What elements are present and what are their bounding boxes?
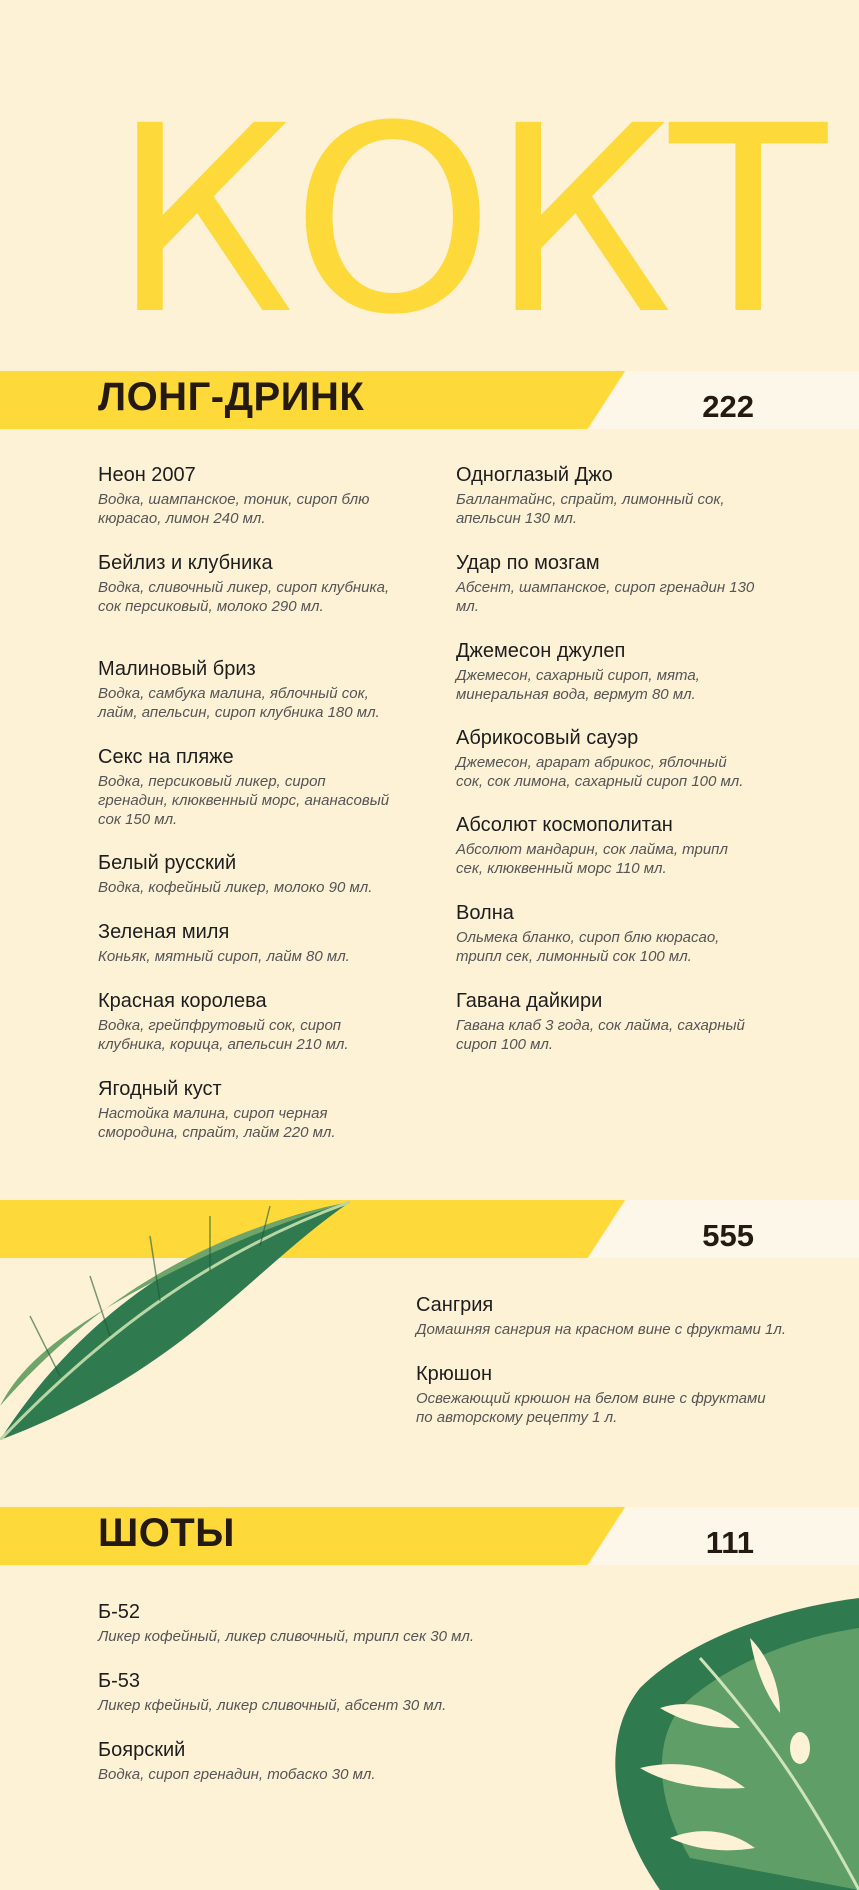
menu-item: Ягодный куст Настойка малина, сироп черная смородина, спрайт, лайм 220 мл.	[98, 1078, 336, 1141]
menu-item: Секс на пляже Водка, персиковый ликер, сироп гренадин, клюквенный морс, ананасовый сок 150 мл.	[98, 746, 390, 828]
menu-item: Неон 2007 Водка, шампанское, тоник, сироп блю кюрасао, лимон 240 мл.	[98, 464, 370, 527]
section-count: 222	[702, 389, 754, 424]
menu-item: Красная королева Водка, грейпфрутовый сок, сироп клубника, корица, апельсин 210 мл.	[98, 990, 349, 1053]
menu-item: Волна Ольмека бланко, сироп блю кюрасао, трипл сек, лимонный сок 100 мл.	[456, 902, 720, 965]
menu-item: Абрикосовый сауэр Джемесон, арарат абрикос, яблочный сок, сок лимона, сахарный сироп 100 мл.	[456, 727, 744, 790]
menu-item: Сангрия Домашняя сангрия на красном вине с фруктами 1л.	[416, 1294, 787, 1338]
menu-item: Б-52 Ликер кофейный, ликер сливочный, трипл сек 30 мл.	[98, 1601, 475, 1645]
menu-item: Удар по мозгам Абсент, шампанское, сироп гренадин 130 мл.	[456, 552, 755, 615]
menu-item: Гавана дайкири Гавана клаб 3 года, сок лайма, сахарный сироп 100 мл.	[456, 990, 745, 1053]
menu-item: Малиновый бриз Водка, самбука малина, яблочный сок, лайм, апельсин, сироп клубника 180 мл.	[98, 658, 380, 721]
section-count: 111	[705, 1525, 754, 1560]
menu-item: Крюшон Освежающий крюшон на белом вине с фруктами по авторскому рецепту 1 л.	[416, 1363, 766, 1426]
section-title: ШОТЫ	[98, 1511, 235, 1555]
menu-item: Зеленая миля Коньяк, мятный сироп, лайм 80 мл.	[98, 921, 350, 965]
menu-item: Белый русский Водка, кофейный ликер, молоко 90 мл.	[98, 852, 373, 896]
section-title: ЛОНГ-ДРИНК	[98, 375, 365, 419]
section-banner-shots	[0, 1507, 859, 1565]
menu-item: Б-53 Ликер кфейный, ликер сливочный, абсент 30 мл.	[98, 1670, 447, 1714]
menu-item: Абсолют космополитан Абсолют мандарин, сок лайма, трипл сек, клюквенный морс 110 мл.	[456, 814, 728, 877]
banana-leaf-icon	[0, 1176, 360, 1440]
menu-item: Джемесон джулеп Джемесон, сахарный сироп, мята, минеральная вода, вермут 80 мл.	[456, 640, 700, 703]
section-banner-long-drink	[0, 371, 859, 429]
section-count: 555	[702, 1218, 754, 1253]
menu-item: Бейлиз и клубника Водка, сливочный ликер, сироп клубника, сок персиковый, молоко 290 мл.	[98, 552, 390, 615]
menu-item: Одноглазый Джо Баллантайнс, спрайт, лимонный сок, апельсин 130 мл.	[456, 464, 725, 527]
hero-title: КОКТ	[112, 71, 824, 371]
menu-item: Боярский Водка, сироп гренадин, тобаско 30 мл.	[98, 1739, 376, 1783]
monstera-leaf-icon	[600, 1598, 859, 1890]
